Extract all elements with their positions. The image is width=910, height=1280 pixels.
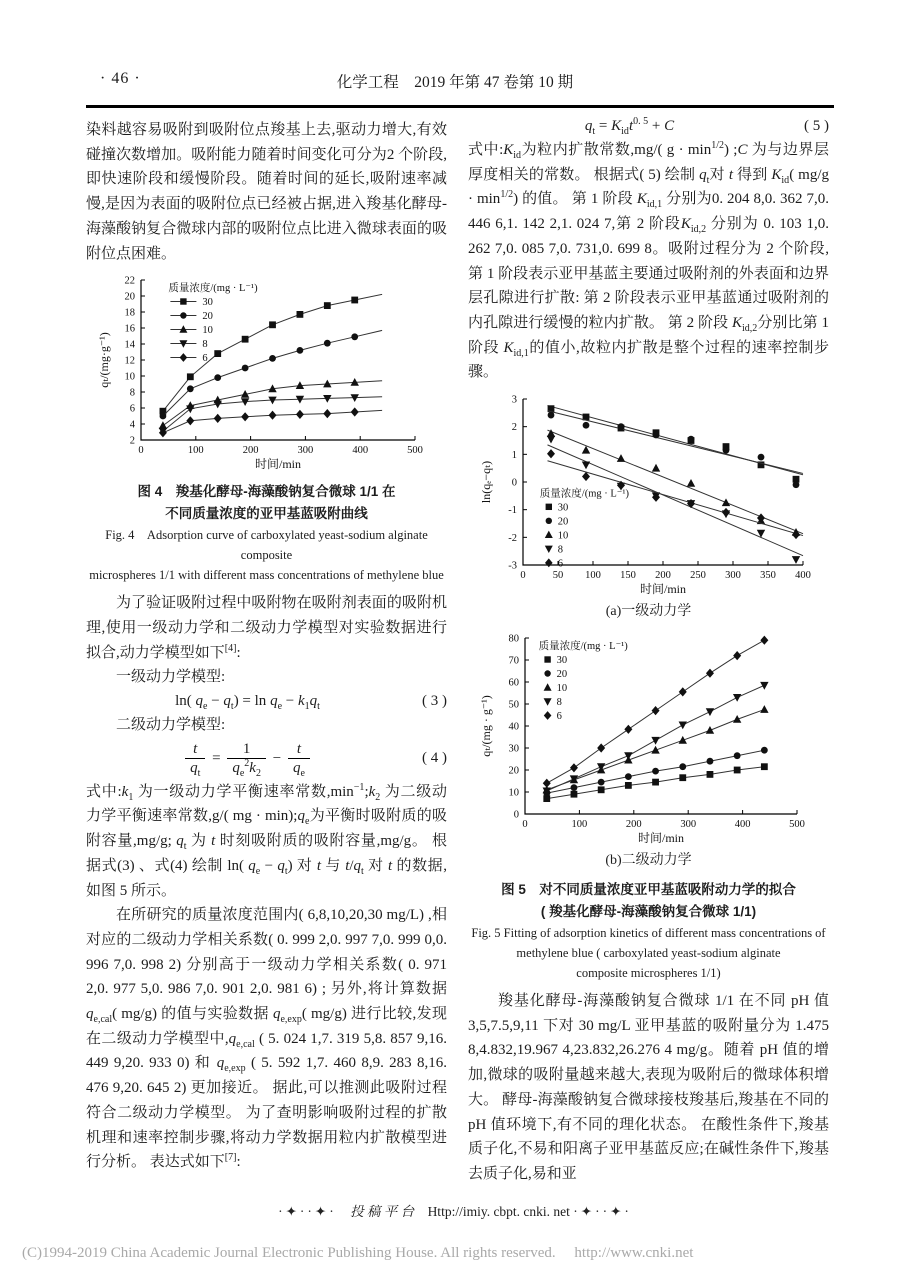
svg-text:20: 20 [557, 516, 568, 528]
fig4-caption-en-line1: Fig. 4 Adsorption curve of carboxylated yeast-sodium alginate composite [105, 528, 428, 563]
fig5a-first-order-kinetics-chart [479, 391, 819, 597]
svg-text:20: 20 [124, 291, 135, 303]
svg-text:6: 6 [201, 353, 208, 365]
fig4-caption-zh-line1: 图 4 羧基化酵母-海藻酸钠复合微球 1/1 在 [137, 484, 396, 500]
svg-text:0: 0 [511, 477, 517, 489]
svg-text:250: 250 [689, 570, 706, 582]
svg-text:14: 14 [124, 339, 135, 351]
svg-text:70: 70 [508, 655, 519, 667]
fig5-caption-en-line3: composite microspheres 1/1) [576, 966, 721, 981]
svg-text:100: 100 [584, 570, 601, 582]
svg-text:2: 2 [129, 435, 135, 447]
svg-text:150: 150 [619, 570, 636, 582]
svg-text:400: 400 [734, 819, 750, 831]
svg-text:质量浓度/(mg · L⁻¹): 质量浓度/(mg · L⁻¹) [538, 641, 628, 653]
equation-3 [86, 693, 447, 713]
svg-text:500: 500 [788, 819, 805, 831]
fig5-caption-zh-line1: 图 5 对不同质量浓度亚甲基蓝吸附动力学的拟合 [501, 882, 796, 898]
equation-4-number: ( 4 ) [422, 750, 447, 767]
svg-text:qₜ/(mg·g⁻¹): qₜ/(mg·g⁻¹) [96, 332, 111, 388]
svg-text:2: 2 [511, 422, 517, 434]
svg-text:10: 10 [556, 683, 567, 695]
svg-text:10: 10 [124, 371, 135, 383]
svg-text:200: 200 [625, 819, 642, 831]
fig5-caption-en-line2: methylene blue ( carboxylated yeast-sodium alginate [516, 946, 781, 961]
equation-5 [468, 118, 829, 135]
svg-text:-3: -3 [507, 560, 517, 572]
svg-text:10: 10 [201, 325, 213, 337]
svg-text:200: 200 [654, 570, 671, 582]
svg-text:400: 400 [794, 570, 811, 582]
submission-platform-footer [0, 1200, 910, 1220]
svg-text:200: 200 [242, 445, 258, 457]
svg-text:300: 300 [679, 819, 696, 831]
page-number: · 46 · [100, 70, 141, 87]
svg-text:3: 3 [511, 394, 517, 406]
svg-text:30: 30 [508, 743, 519, 755]
equation-3-body: ln( $q_e - q_t) = \ln q_e - k_1q_t$ [175, 693, 320, 713]
svg-text:20: 20 [556, 669, 567, 681]
fraction-one-over-qe2k2: $\frac{1}{q_e^2k_2}$ [227, 741, 266, 777]
svg-text:8: 8 [129, 387, 135, 399]
svg-text:时间/min: 时间/min [639, 582, 686, 597]
paragraph-intraparticle-diffusion: 式中$:K_{id}$为粒内扩散常数,mg/( $g \cdot \min^{1/2}$) ;C 为与边界层厚度相关的常数。 根据式( 5) 绘制 $q_t$对 t 得到 $K_{id}$( $mg/g \cdot \min^{1/2}$) 的值。 第 1 阶段 $K_{id,1}$ 分别为0. 204 8,0. 362 7,0. 446 6,1. 142 2,1. 024 7,第 2 阶段$K_{id,2}$ 分别为 0. 103 1,0. 262 7,0. 085 7,0. 731,0. 699 8。吸附过程分为 2 个阶段,第 1 阶段表示亚甲基蓝主要通过吸附剂的外表面和边界层孔隙进行扩散: 第 2 阶段表示亚甲基蓝通过吸附剂的内孔隙进行缓慢的粒内扩散。 第 2 阶段 $K_{id,2}$分别比第 1 阶段 $K_{id,1}$的值小,故粒内扩散是整个过程的速率控制步骤。 [468, 140, 829, 381]
svg-text:300: 300 [297, 445, 313, 457]
equation-5-number: ( 5 ) [804, 118, 829, 134]
fig5-caption-en-line1: Fig. 5 Fitting of adsorption kinetics of different mass concentrations of [471, 926, 826, 941]
equals-sign: = [212, 750, 221, 767]
svg-text:40: 40 [508, 721, 519, 733]
svg-text:质量浓度/(mg · L⁻¹): 质量浓度/(mg · L⁻¹) [167, 283, 258, 295]
svg-text:30: 30 [201, 297, 213, 309]
svg-text:16: 16 [124, 323, 135, 335]
svg-text:80: 80 [508, 633, 519, 645]
svg-text:20: 20 [508, 765, 519, 777]
svg-text:30: 30 [556, 655, 567, 667]
svg-text:22: 22 [124, 275, 135, 287]
second-order-model-label: 二级动力学模型: [116, 717, 226, 734]
footer-ornament-right: ·✦··✦· [573, 1204, 632, 1219]
paragraph-rate-constants: 式中$:k_1$ 为一级动力学平衡速率常数$,\min^{-1};k_2$ 为二级动力学平衡速率常数,g/( mg · $\min);q_e$为平衡时吸附质的吸附容量,mg/g; $q_t$ 为 t 时刻吸附质的吸附容量,mg/g。 根据式(3) 、式(4) 绘制 ln( $q_e - q_t$) 对 t 与 $t/q_t$ 对 t 的数据,如图 5 所示。 [86, 781, 447, 899]
svg-text:-1: -1 [507, 505, 517, 517]
svg-text:-2: -2 [507, 532, 517, 544]
fig5-caption-zh-line2: ( 羧基化酵母-海藻酸钠复合微球 1/1) [540, 904, 757, 920]
left-column [86, 118, 447, 1175]
svg-text:20: 20 [201, 311, 213, 323]
paragraph-correlation-coefficients: 在所研究的质量浓度范围内( 6,8,10,20,30 mg/L) ,相对应的二级动力学相关系数( 0. 999 2,0. 997 7,0. 999 0,0. 996 7,0. 998 2) 分别高于一级动力学相关系数( 0. 971 2,0. 977 5,0. 986 7,0. 901 2,0. 981 6) ; 另外,将计算数据 $q_{e,cal}$( mg/g) 的值与实验数据 $q_{e,exp}$( mg/g) 进行比较,发现在二级动力学模型中$,q_{e,cal}$ ( 5. 024 1,7. 319 5,8. 857 9,16. 449 9,20. 933 0) 和 $q_{e,exp}$ ( 5. 592 1,7. 460 8,9. 283 8,16. 476 9,20. 645 2) 更加接近。 据此,可以推测此吸附过程符合二级动力学模型。 为了查明影响吸附过程的扩散机理和速率控制步骤,将动力学数据用粒内扩散模型进行分析。 表达式如下[7]: [86, 907, 448, 1171]
svg-text:400: 400 [351, 445, 368, 457]
footer-ornament-left: ·✦··✦· [278, 1204, 337, 1219]
svg-text:0: 0 [519, 570, 526, 582]
svg-text:350: 350 [759, 570, 776, 582]
svg-text:质量浓度/(mg · L⁻¹): 质量浓度/(mg · L⁻¹) [539, 488, 629, 500]
svg-text:qₜ/(mg · g⁻¹): qₜ/(mg · g⁻¹) [478, 695, 493, 757]
fig5b-second-order-kinetics-chart [479, 630, 819, 846]
svg-text:50: 50 [508, 699, 519, 711]
svg-text:6: 6 [557, 558, 563, 570]
fraction-t-over-qt: $\frac{t}{q_t}$ [185, 741, 205, 777]
equation-3-number: ( 3 ) [422, 693, 447, 710]
svg-text:500: 500 [406, 445, 423, 457]
figure-4-caption [86, 481, 447, 585]
svg-text:时间/min: 时间/min [254, 457, 301, 472]
fig4-adsorption-curve-chart [97, 272, 437, 472]
fig5a-subtitle: (a)一级动力学 [605, 604, 692, 620]
platform-label: 投 稿 平 台 [350, 1204, 415, 1219]
svg-text:0: 0 [137, 445, 144, 457]
svg-text:30: 30 [557, 502, 568, 514]
paragraph-kinetic-models-intro: 为了验证吸附过程中吸附物在吸附剂表面的吸附机理,使用一级动力学和二级动力学模型对实验数据进行拟合,动力学模型如下[4]: [86, 595, 447, 661]
svg-text:ln(qₑ−qₜ): ln(qₑ−qₜ) [478, 460, 493, 504]
svg-text:6: 6 [556, 711, 562, 723]
svg-text:0: 0 [513, 809, 519, 821]
journal-header-title: 化学工程 2019 年第 47 卷第 10 期 [336, 74, 574, 91]
equation-4 [86, 740, 447, 780]
svg-text:10: 10 [508, 787, 519, 799]
equation-4-body [86, 740, 409, 780]
cnki-copyright-line: (C)1994-2019 China Academic Journal Electronic Publishing House. All rights reserved. http://www.cnki.net [22, 1245, 694, 1261]
svg-text:8: 8 [201, 339, 208, 351]
header-rule [86, 105, 834, 108]
svg-text:50: 50 [552, 570, 563, 582]
svg-text:时间/min: 时间/min [637, 831, 684, 846]
svg-text:6: 6 [129, 403, 135, 415]
svg-text:100: 100 [187, 445, 204, 457]
paragraph-ph-effect: 羧基化酵母-海藻酸钠复合微球 1/1 在不同 pH 值 3,5,7.5,9,11 下对 30 mg/L 亚甲基蓝的吸附量分为 1.475 8,4.832,19.967 4,23.832,26.276 4 mg/g。随着 pH 值的增加,微球的吸附量越来越大,表现为吸附后的微球体积增大。 酵母-海藻酸钠复合微球接枝羧基后,羧基在不同的 pH 值环境下,有不同的理化状态。 在酸性条件下,羧基质子化,不易和阳离子亚甲基蓝反应;在碱性条件下,羧基去质子化,易和亚 [468, 993, 829, 1182]
minus-sign: − [272, 750, 282, 767]
paragraph-adsorption-stages: 染料越容易吸附到吸附位点羧基上去,驱动力增大,有效碰撞次数增加。吸附能力随着时间变化可分为2 个阶段,即快速阶段和缓慢阶段。随着时间的延长,吸附速率减慢,是因为表面的吸附位点已经被占据,进入羧基化酵母-海藻酸钠复合微球内部的吸附位点比进入微球表面的吸附位点困难。 [86, 122, 447, 262]
fraction-t-over-qe: $\frac{t}{q_e}$ [288, 741, 310, 777]
equation-5-body: $q_t = K_{id}t^{0. 5} + C$ [584, 116, 675, 137]
svg-text:10: 10 [557, 530, 568, 542]
figure-5a-chart [468, 391, 829, 602]
fig4-caption-en-line2: microspheres 1/1 with different mass concentrations of methylene blue [89, 568, 444, 583]
svg-text:1: 1 [511, 449, 517, 461]
svg-text:8: 8 [556, 697, 562, 709]
svg-text:100: 100 [571, 819, 587, 831]
platform-url: Http://imiy. cbpt. cnki. net [427, 1204, 570, 1219]
figure-5b-chart [468, 630, 829, 851]
svg-text:8: 8 [557, 544, 563, 556]
svg-text:4: 4 [129, 419, 135, 431]
fig4-caption-zh-line2: 不同质量浓度的亚甲基蓝吸附曲线 [165, 506, 368, 522]
right-column [468, 118, 829, 1187]
svg-text:12: 12 [124, 355, 135, 367]
svg-text:60: 60 [508, 677, 519, 689]
svg-text:18: 18 [124, 307, 135, 319]
svg-text:300: 300 [724, 570, 741, 582]
svg-text:0: 0 [521, 819, 528, 831]
first-order-model-label: 一级动力学模型: [116, 669, 226, 686]
figure-5-caption [468, 879, 829, 983]
fig5b-subtitle: (b)二级动力学 [605, 853, 692, 869]
figure-4-chart [86, 272, 447, 477]
